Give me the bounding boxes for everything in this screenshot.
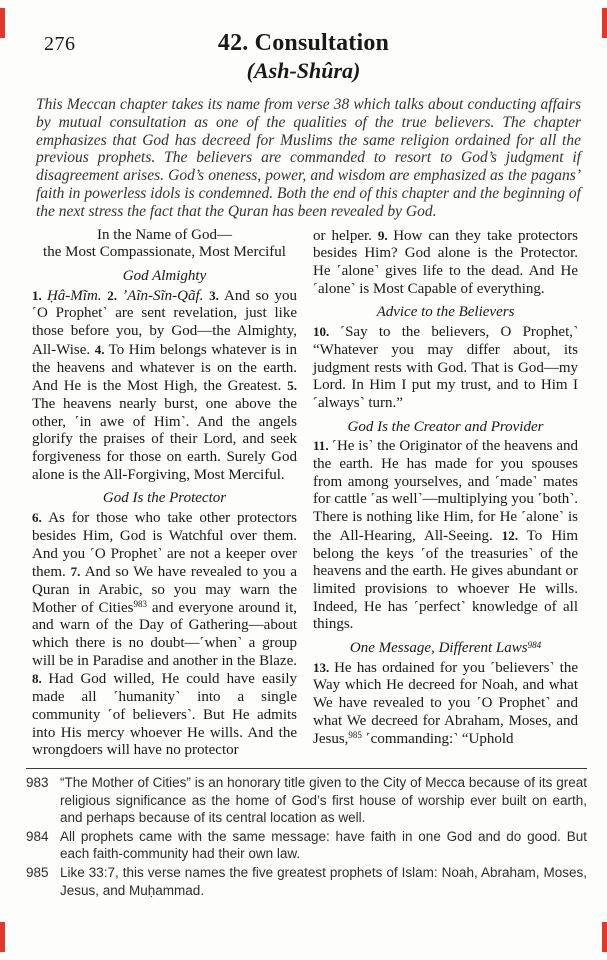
page-number: 276 bbox=[44, 33, 76, 55]
chapter-title: 42. Consultation bbox=[217, 30, 390, 56]
footnote-item bbox=[26, 828, 587, 863]
chapter-subtitle: (Ash-Shûra) bbox=[246, 58, 361, 83]
footnote-text: “The Mother of Cities” is an honorary title given to the City of Mecca because of its great religious significance as the home of God’s first house of worship ever built on earth, and perhaps because of its central location as well. bbox=[60, 774, 587, 826]
verse-paragraph: 10. ˹Say to the believers, O Prophet,˺ “Whatever you may differ about, its judgment rests with God. That is God—my Lord. In Him I put my trust, and to Him I ˹always˺ turn.” bbox=[313, 324, 578, 411]
footnote-list bbox=[26, 774, 587, 899]
footnote-number: 985 bbox=[26, 864, 49, 880]
footnote-text: Like 33:7, this verse names the five greatest prophets of Islam: Noah, Abraham, Moses, Jesus, and Muḥammad. bbox=[60, 864, 587, 898]
verse-paragraph: 6. As for those who take other protectors besides Him, God is Watchful over them. And you ˹O Prophet˺ are not a keeper over them. 7. And so We have revealed to you a Quran in Arabic, so you may warn the Mother of Cities$^{983}$ and everyone around it, and warn of the Day of Gathering—about which there is no doubt—˹when˺ a group will be in Paradise and another in the Blaze. 8. Had God willed, He could have easily made all ˹humanity˺ into a single community ˹of believers˺. But He admits into His mercy whoever He wills. And the wrongdoers will have no protector bbox=[32, 510, 298, 759]
section-heading: Advice to the Believers bbox=[376, 304, 515, 321]
two-column-text bbox=[32, 227, 578, 760]
footnote-number: 984 bbox=[26, 828, 49, 844]
verse-paragraph: or helper. 9. How can they take protectors besides Him? God alone is the Protector. He ˹alone˺ gives life to the dead. And He ˹alone˺ is Most Capable of everything. bbox=[313, 227, 578, 297]
left-column bbox=[32, 227, 297, 760]
footnote-item bbox=[26, 774, 587, 827]
footnote-reference: 983 bbox=[133, 599, 147, 610]
right-column bbox=[313, 227, 578, 760]
footnote-item bbox=[26, 864, 587, 899]
section-heading: God Is the Protector bbox=[102, 490, 227, 507]
footnote-reference: 985 bbox=[348, 730, 362, 741]
section-heading: God Almighty bbox=[122, 267, 207, 284]
section-heading: One Message, Different Laws$^{984}$ bbox=[349, 639, 542, 657]
verse-paragraph: 13. He has ordained for you ˹believers˺ the Way which He decreed for Noah, and what We have revealed to you ˹O Prophet˺ and what We decreed for Abraham, Moses, and Jesus,$^{985}$ ˹commanding:˺ “Uphold bbox=[313, 659, 578, 747]
footnote-separator bbox=[26, 768, 587, 769]
page-header bbox=[0, 0, 607, 84]
footnote-reference: 984 bbox=[527, 639, 542, 650]
footnotes-section bbox=[26, 768, 587, 899]
page-edge-mark-bottom-right bbox=[602, 922, 607, 952]
verse-paragraph: 1. Ḥâ-Mĩm. 2. ʼAĩn-Sĩn-Qãf. 3. And so you ˹O Prophet˺ are sent revelation, just like those before you, by God—the Almighty, All-Wise. 4. To Him belongs whatever is in the heavens and whatever is on the earth. And He is the Most High, the Greatest. 5. The heavens nearly burst, one above the other, ˹in awe of Him˺. And the angels glorify the praises of their Lord, and seek forgiveness for those on earth. Surely God alone is the All-Forgiving, Most Merciful. bbox=[32, 287, 298, 483]
footnote-number: 983 bbox=[26, 774, 49, 790]
chapter-introduction: This Meccan chapter takes its name from verse 38 which talks about conducting affairs by mutual consultation as one of the qualities of the true believers. The chapter emphasizes that God has decreed for Muslims the same religion ordained for all the previous prophets. The believers are commanded to resort to God’s judgment if disagreement arises. God’s oneness, power, and wisdom are emphasized as the pagans’ faith in powerless idols is condemned. Both the end of this chapter and the beginning of the next stress the fact that the Quran has been revealed by God. bbox=[36, 96, 581, 220]
footnote-text: All prophets came with the same message: have faith in one God and do good. But each faith-community had their own law. bbox=[60, 828, 587, 862]
verse-paragraph: 11. ˹He is˺ the Originator of the heavens and the earth. He has made for you spouses from among yourselves, and ˹made˺ mates for cattle ˹as well˺—multiplying you ˹both˺. There is nothing like Him, for He ˹alone˺ is the All-Hearing, All-Seeing. 12. To Him belong the keys ˹of the treasuries˺ of the heavens and the earth. He gives abundant or limited provisions to whoever He wills. Indeed, He has ˹perfect˺ knowledge of all things. bbox=[313, 438, 578, 633]
section-heading: God Is the Creator and Provider bbox=[347, 418, 544, 435]
basmala-line: In the Name of God— bbox=[97, 226, 232, 243]
page-edge-mark-bottom-left bbox=[0, 922, 5, 952]
basmala-line: the Most Compassionate, Most Merciful bbox=[43, 244, 286, 261]
